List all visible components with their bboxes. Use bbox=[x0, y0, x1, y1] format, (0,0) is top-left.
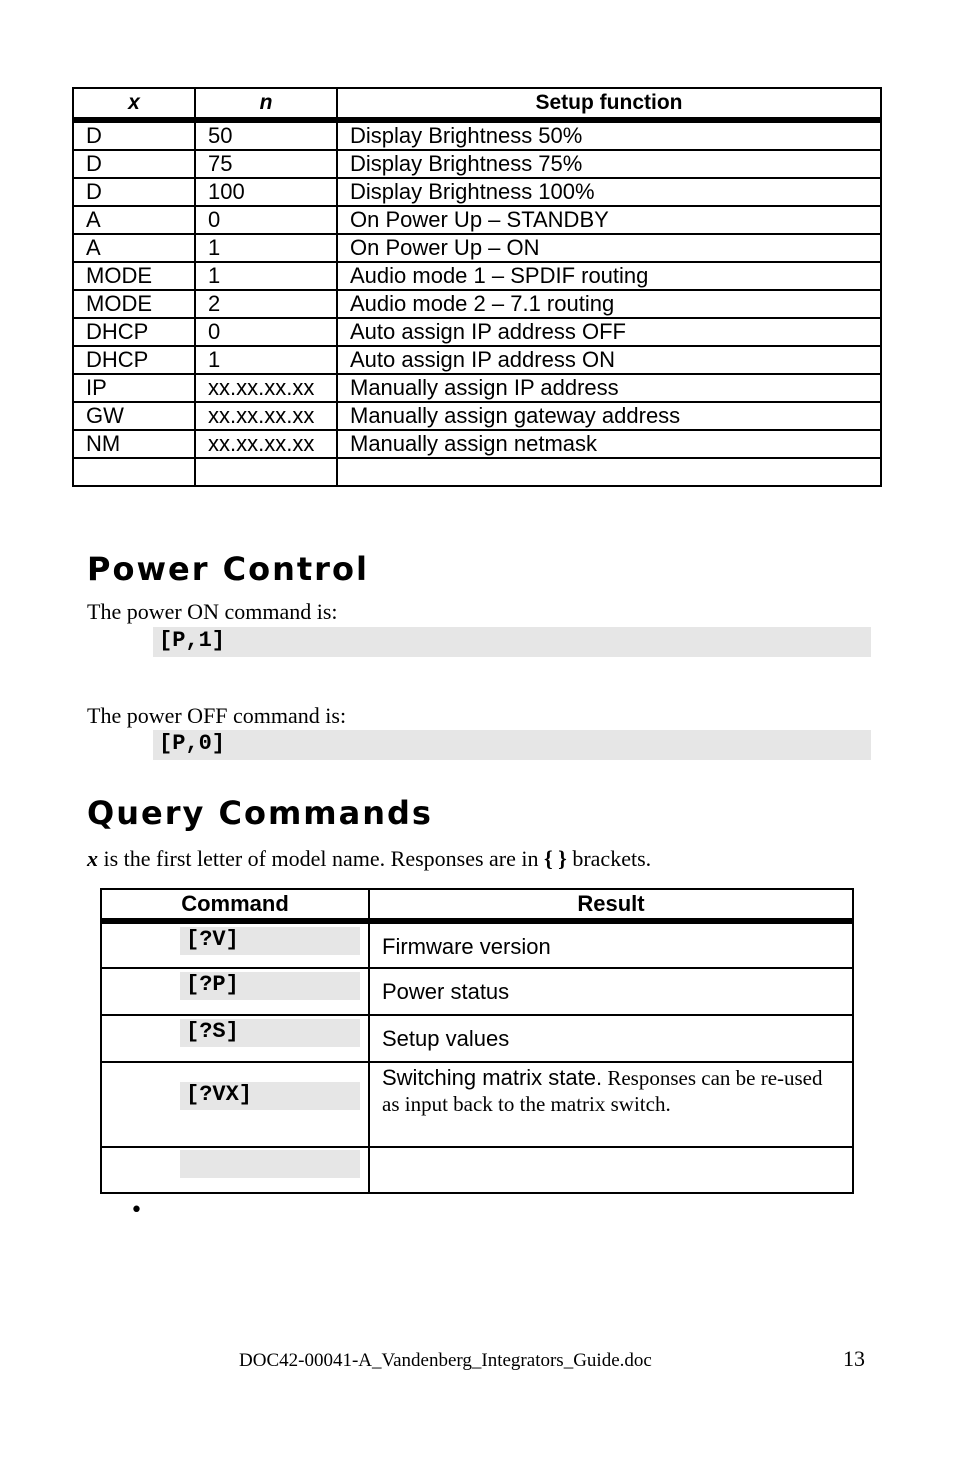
cell-x bbox=[73, 458, 195, 486]
command-cell bbox=[101, 1015, 369, 1062]
cell-function: Manually assign gateway address bbox=[337, 402, 881, 430]
cell-function: Display Brightness 100% bbox=[337, 178, 881, 206]
table-row bbox=[73, 178, 881, 206]
cell-n: 1 bbox=[195, 346, 337, 374]
table-row bbox=[73, 150, 881, 178]
cell-x: DHCP bbox=[73, 346, 195, 374]
cell-function: Manually assign netmask bbox=[337, 430, 881, 458]
cell-n: xx.xx.xx.xx bbox=[195, 374, 337, 402]
table-row bbox=[73, 120, 881, 150]
section-heading-power-control: Power Control bbox=[87, 550, 369, 588]
cell-n: 100 bbox=[195, 178, 337, 206]
power-on-text: The power ON command is: bbox=[87, 599, 338, 624]
table-row bbox=[73, 290, 881, 318]
cell-x: D bbox=[73, 150, 195, 178]
cell-function: On Power Up – ON bbox=[337, 234, 881, 262]
query-commands-table bbox=[100, 888, 854, 1194]
command-code: [?P] bbox=[180, 972, 360, 1000]
table-row bbox=[73, 402, 881, 430]
cell-x: MODE bbox=[73, 290, 195, 318]
result-cell bbox=[369, 1062, 853, 1147]
empty-bullet-item: • bbox=[130, 1198, 143, 1223]
cell-n: 0 bbox=[195, 206, 337, 234]
query-intro-text bbox=[87, 846, 651, 872]
cell-x: D bbox=[73, 120, 195, 150]
cell-x: IP bbox=[73, 374, 195, 402]
cell-n: xx.xx.xx.xx bbox=[195, 430, 337, 458]
command-code: [?VX] bbox=[180, 1082, 360, 1110]
result-cell bbox=[369, 921, 853, 968]
power-on-code: [P,1] bbox=[153, 627, 871, 657]
power-off-code: [P,0] bbox=[153, 730, 871, 760]
footer-page-number: 13 bbox=[843, 1346, 865, 1371]
table-row bbox=[73, 206, 881, 234]
column-header-setup-function: Setup function bbox=[337, 88, 881, 120]
cell-n: 75 bbox=[195, 150, 337, 178]
cell-n: 1 bbox=[195, 234, 337, 262]
section-heading-query-commands: Query Commands bbox=[87, 794, 433, 832]
column-header-n: n bbox=[195, 88, 337, 120]
query-intro-middle: is the first letter of model name. Responses are in bbox=[98, 846, 544, 871]
table-row bbox=[73, 234, 881, 262]
cell-function: Audio mode 1 – SPDIF routing bbox=[337, 262, 881, 290]
result-cell bbox=[369, 968, 853, 1015]
power-off-text: The power OFF command is: bbox=[87, 703, 347, 728]
cell-function: Display Brightness 50% bbox=[337, 120, 881, 150]
query-table-header-row bbox=[101, 889, 853, 921]
table-row bbox=[73, 318, 881, 346]
column-header-x: x bbox=[73, 88, 195, 120]
command-code bbox=[180, 1150, 360, 1178]
command-cell bbox=[101, 1147, 369, 1193]
result-text: Firmware version bbox=[382, 934, 551, 959]
table-row bbox=[73, 374, 881, 402]
cell-n bbox=[195, 458, 337, 486]
cell-n: 0 bbox=[195, 318, 337, 346]
footer-document-name: DOC42-00041-A_Vandenberg_Integrators_Guide.doc bbox=[239, 1350, 652, 1371]
result-cell bbox=[369, 1015, 853, 1062]
query-intro-x: x bbox=[87, 846, 98, 871]
cell-function: Auto assign IP address OFF bbox=[337, 318, 881, 346]
table-row bbox=[101, 921, 853, 968]
cell-x: A bbox=[73, 234, 195, 262]
column-header-result: Result bbox=[369, 889, 853, 921]
table-row-empty bbox=[73, 458, 881, 486]
result-cell bbox=[369, 1147, 853, 1193]
command-cell bbox=[101, 968, 369, 1015]
command-cell bbox=[101, 921, 369, 968]
cell-n: xx.xx.xx.xx bbox=[195, 402, 337, 430]
cell-function: Audio mode 2 – 7.1 routing bbox=[337, 290, 881, 318]
table-row bbox=[101, 1015, 853, 1062]
cell-n: 1 bbox=[195, 262, 337, 290]
table-row bbox=[101, 968, 853, 1015]
column-header-command: Command bbox=[101, 889, 369, 921]
cell-n: 50 bbox=[195, 120, 337, 150]
result-text: Setup values bbox=[382, 1026, 510, 1051]
query-intro-brackets: { } bbox=[544, 846, 567, 871]
table-row bbox=[73, 430, 881, 458]
table-row bbox=[101, 1062, 853, 1147]
result-text: Switching matrix state. bbox=[382, 1065, 603, 1090]
cell-x: GW bbox=[73, 402, 195, 430]
result-detail: Responses can be re-used as input back to the matrix switch. bbox=[382, 1066, 823, 1116]
cell-function bbox=[337, 458, 881, 486]
setup-table-header-row bbox=[73, 88, 881, 120]
command-code: [?V] bbox=[180, 927, 360, 955]
query-intro-end: brackets. bbox=[566, 846, 652, 871]
cell-x: A bbox=[73, 206, 195, 234]
setup-function-table bbox=[72, 87, 882, 487]
table-row bbox=[73, 346, 881, 374]
cell-x: NM bbox=[73, 430, 195, 458]
cell-function: Auto assign IP address ON bbox=[337, 346, 881, 374]
command-code: [?S] bbox=[180, 1019, 360, 1047]
cell-function: Manually assign IP address bbox=[337, 374, 881, 402]
cell-x: DHCP bbox=[73, 318, 195, 346]
command-cell bbox=[101, 1062, 369, 1147]
result-text: Power status bbox=[382, 979, 510, 1004]
table-row-empty bbox=[101, 1147, 853, 1193]
cell-function: On Power Up – STANDBY bbox=[337, 206, 881, 234]
cell-n: 2 bbox=[195, 290, 337, 318]
cell-function: Display Brightness 75% bbox=[337, 150, 881, 178]
cell-x: MODE bbox=[73, 262, 195, 290]
cell-x: D bbox=[73, 178, 195, 206]
table-row bbox=[73, 262, 881, 290]
